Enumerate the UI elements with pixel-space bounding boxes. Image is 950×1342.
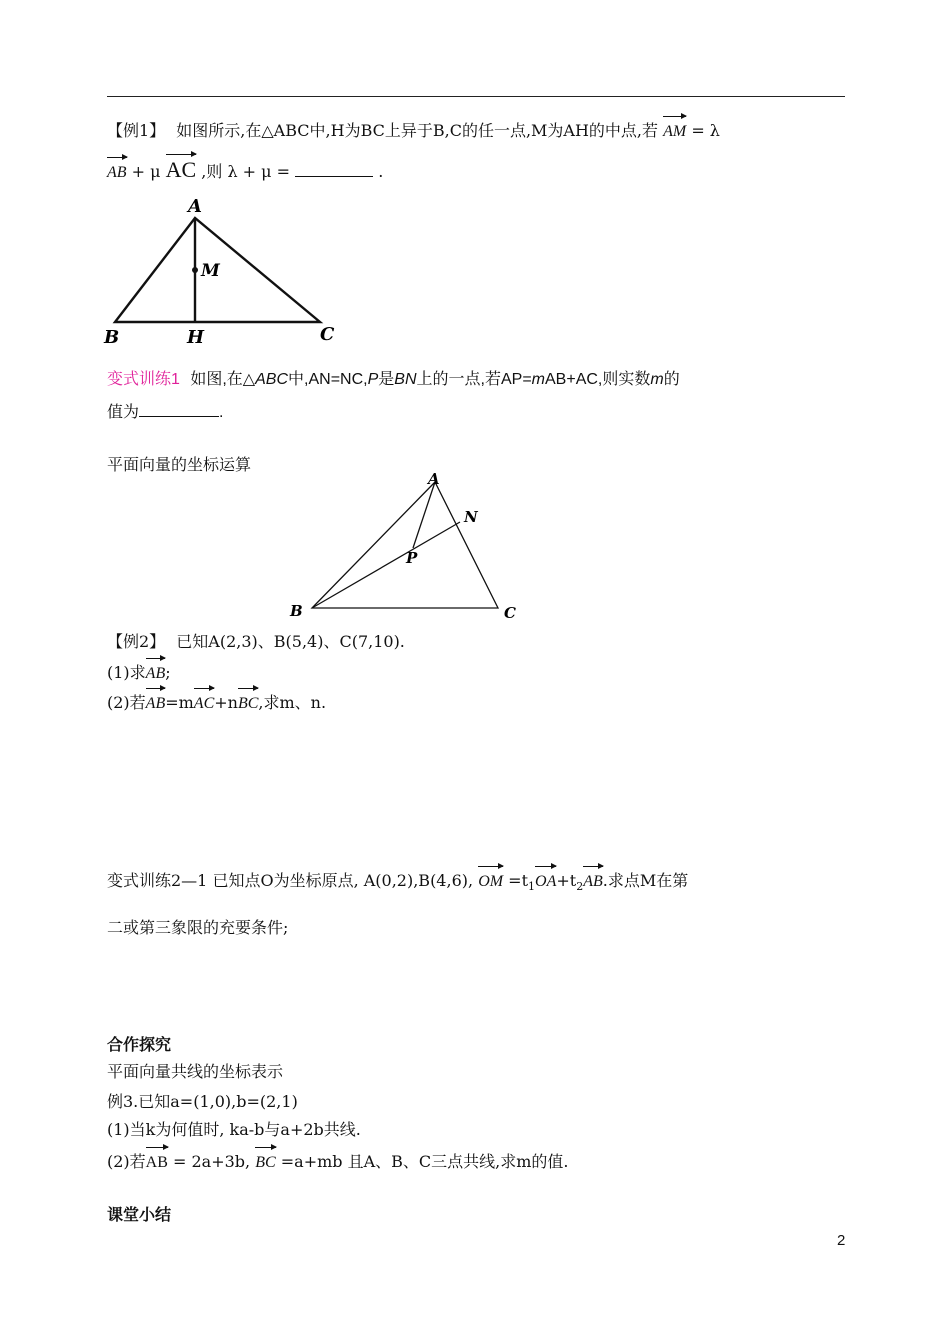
var2-sub1: 1 (528, 880, 536, 894)
ex3-q2c: =a+mb 且A、B、C三点共线,求m的值. (280, 1152, 569, 1171)
cooperative-heading: 合作探究 (107, 1037, 172, 1054)
example3-line: 例3.已知a=(1,0),b=(2,1) (107, 1092, 298, 1111)
var1-text6: 的 (663, 371, 680, 388)
vector-ab-var2: AB (583, 864, 603, 892)
var1-text4: 上的一点,若AP= (416, 371, 532, 388)
label-c2: C (504, 604, 516, 622)
figure-triangle-abh (100, 190, 350, 350)
summary-heading: 课堂小结 (107, 1207, 172, 1224)
var1-line2b: . (219, 404, 224, 421)
variation1-line2 (107, 402, 223, 423)
variation2-line1 (107, 864, 688, 897)
label-p: P (406, 549, 418, 567)
variation1-label: 变式训练1 (107, 371, 180, 388)
coordinate-section-title: 平面向量的坐标运算 (107, 457, 252, 474)
var1-m2: m (650, 371, 664, 388)
label-n: N (464, 508, 478, 526)
ex2-q2a: (2)若 (107, 693, 146, 712)
var1-bn: BN (394, 371, 417, 388)
var1-blank (139, 402, 219, 417)
answer-blank (295, 162, 373, 177)
variation1-line1 (107, 370, 680, 390)
example1-text: 如图所示,在△ABC中,H为BC上异于B,C的任一点,M为AH的中点,若 (176, 121, 659, 140)
vector-ab-ex3: AB (146, 1145, 168, 1173)
equals-lambda: = λ (691, 121, 720, 140)
collinear-subtitle: 平面向量共线的坐标表示 (107, 1062, 284, 1081)
end-dot: . (378, 162, 384, 181)
var1-p: P (367, 371, 379, 388)
label-m: M (201, 261, 220, 281)
vector-am: AM (663, 114, 686, 142)
label-b: B (104, 327, 120, 348)
variation1-text: 如图,在△ (190, 371, 256, 388)
example1-line1 (107, 114, 720, 142)
figure-triangle-abn (280, 468, 540, 628)
ex2-q2c: +n (214, 693, 238, 712)
ex2-q1a: (1)求 (107, 663, 146, 682)
vector-om: OM (478, 864, 503, 892)
then-text: ,则 λ + μ = (201, 162, 291, 181)
vector-ac-q2: AC (194, 686, 214, 714)
example2-line1 (107, 632, 405, 652)
ex2-q2b: =m (165, 693, 194, 712)
var2-text3: +t (556, 871, 577, 890)
example3-q1: (1)当k为何值时, ka-b与a+2b共线. (107, 1120, 361, 1139)
label-a: A (188, 196, 202, 217)
label-a2: A (428, 470, 440, 488)
example1-line2 (107, 152, 383, 183)
example3-q2 (107, 1145, 569, 1173)
label-b2: B (290, 602, 303, 620)
plus-mu: + μ (131, 162, 161, 181)
vector-ab-q2: AB (146, 686, 166, 714)
ex2-q2d: ,求m、n. (258, 693, 327, 712)
vector-bc-ex3: BC (255, 1145, 275, 1173)
ex2-q1b: ; (165, 663, 171, 682)
example2-q1 (107, 656, 171, 684)
vector-ab-q1: AB (146, 656, 166, 684)
var1-m: m (531, 371, 545, 388)
var1-text3: 是 (378, 371, 395, 388)
example2-q2 (107, 686, 326, 714)
var1-line2a: 值为 (107, 404, 140, 421)
example2-label: 【例2】 (107, 632, 166, 651)
var1-abc: ABC (255, 371, 289, 388)
vector-oa: OA (535, 864, 556, 892)
vector-ac: AC (166, 152, 197, 180)
var1-text2: 中,AN=NC, (288, 371, 368, 388)
label-h: H (187, 327, 205, 348)
vector-bc-q2: BC (238, 686, 258, 714)
var2-sub2: 2 (576, 880, 584, 894)
example2-text: 已知A(2,3)、B(5,4)、C(7,10). (176, 632, 405, 651)
page-number: 2 (837, 1232, 846, 1249)
label-c: C (320, 324, 335, 345)
example1-label: 【例1】 (107, 121, 166, 140)
variation2-line2: 二或第三象限的充要条件; (107, 918, 289, 937)
var1-text5: AB+AC,则实数 (545, 371, 651, 388)
ex3-q2a: (2)若 (107, 1152, 146, 1171)
header-rule (107, 96, 845, 97)
var2-text2: =t (508, 871, 529, 890)
vector-ab: AB (107, 155, 127, 183)
var2-text1: 变式训练2—1 已知点O为坐标原点, A(0,2),B(4,6), (107, 871, 474, 890)
var2-text4: .求点M在第 (602, 871, 689, 890)
ex3-q2b: = 2a+3b, (173, 1152, 251, 1171)
